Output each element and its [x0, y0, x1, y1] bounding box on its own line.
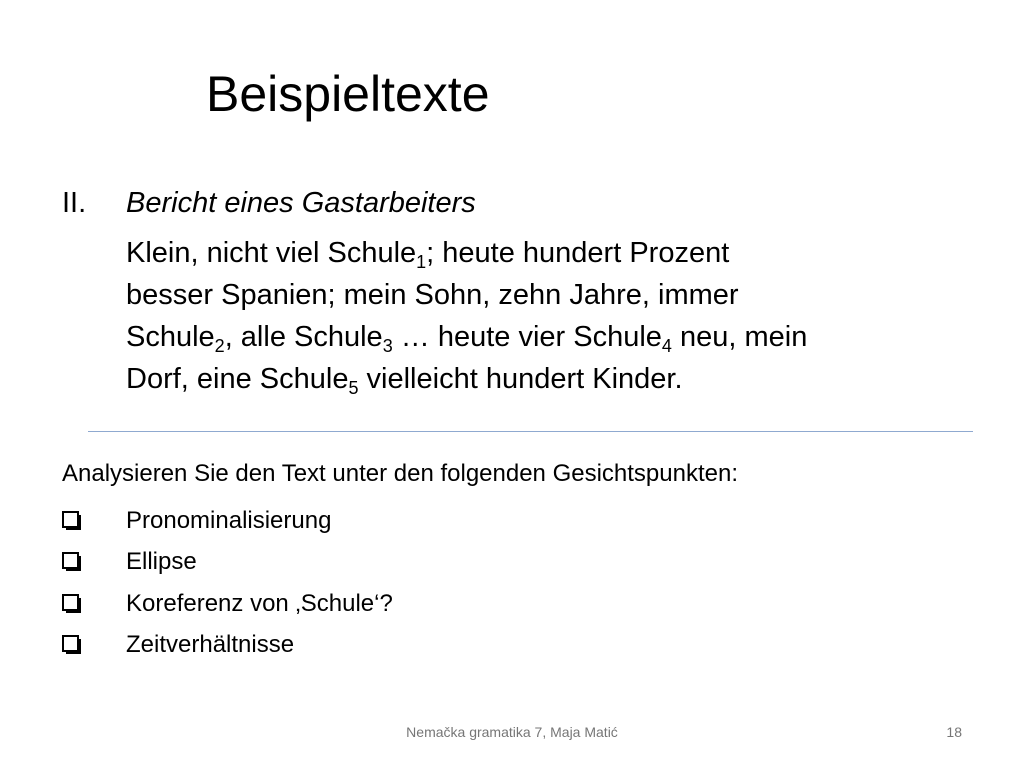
- text-line: [126, 358, 962, 400]
- text-segment: … heute vier Schule: [392, 321, 662, 353]
- checklist-item: [62, 583, 393, 625]
- section-subtitle: Bericht eines Gastarbeiters: [126, 187, 476, 219]
- text-segment: ; heute hundert Prozent: [426, 237, 730, 269]
- text-line: [126, 316, 962, 358]
- section-heading: [62, 182, 962, 224]
- checkbox-icon: [62, 511, 82, 531]
- checklist-item: [62, 625, 393, 667]
- section-numeral: II.: [62, 187, 87, 219]
- divider-line: [88, 431, 973, 432]
- example-text: [126, 232, 962, 400]
- text-line: [126, 232, 962, 274]
- text-segment: besser Spanien; mein Sohn, zehn Jahre, immer: [126, 279, 739, 311]
- text-segment: Dorf, eine Schule: [126, 363, 349, 395]
- text-segment: neu, mein: [671, 321, 808, 353]
- text-section: [62, 182, 962, 400]
- checklist-label: Koreferenz von ‚Schule‘?: [126, 589, 393, 617]
- checkbox-icon: [62, 552, 82, 572]
- subscript-index: 3: [382, 336, 393, 356]
- subscript-index: 4: [661, 336, 672, 356]
- text-segment: vielleicht hundert Kinder.: [358, 363, 683, 395]
- checklist-label: Zeitverhältnisse: [126, 631, 295, 659]
- page-number: 18: [946, 724, 962, 740]
- text-segment: , alle Schule: [224, 321, 383, 353]
- footer-text: Nemačka gramatika 7, Maja Matić: [406, 724, 618, 740]
- checklist-item: [62, 542, 393, 584]
- slide-title: Beispieltexte: [206, 66, 490, 122]
- checklist-label: Ellipse: [126, 548, 197, 576]
- text-line: [126, 274, 962, 316]
- task-question: Analysieren Sie den Text unter den folgenden Gesichtspunkten:: [62, 460, 739, 487]
- text-segment: Schule: [126, 321, 215, 353]
- subscript-index: 1: [416, 252, 427, 272]
- subscript-index: 2: [214, 336, 225, 356]
- checklist: [62, 500, 393, 666]
- checkbox-icon: [62, 594, 82, 614]
- checklist-item: [62, 500, 393, 542]
- text-segment: Klein, nicht viel Schule: [126, 237, 417, 269]
- checklist-label: Pronominalisierung: [126, 506, 332, 534]
- subscript-index: 5: [348, 378, 359, 398]
- checkbox-icon: [62, 635, 82, 655]
